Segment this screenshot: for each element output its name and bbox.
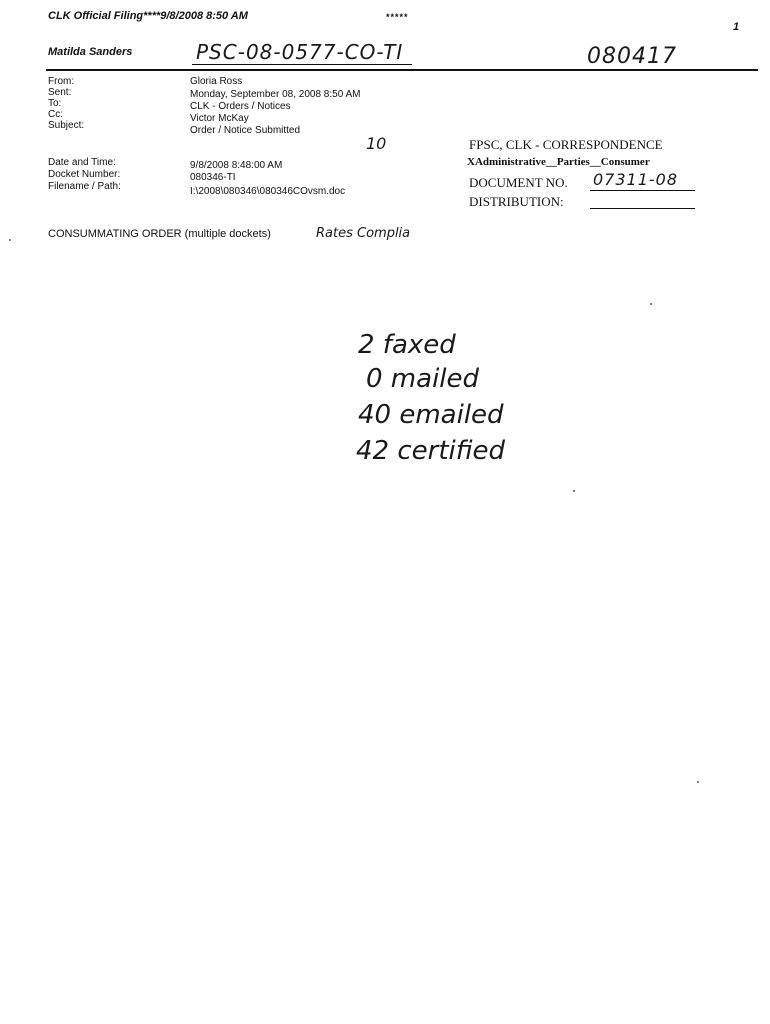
handwritten-docket-number: PSC-08-0577-CO-TI [196,40,404,64]
docket-underline [192,64,412,65]
filename-value: I:\2008\080346\080346COvsm.doc [190,186,346,197]
header-rule [46,69,758,71]
tally-emailed: 40 emailed [358,400,504,430]
tally-mailed: 0 mailed [366,364,480,394]
from-value: Gloria Ross [190,76,243,87]
distribution-underline [590,208,695,209]
scan-speck [650,303,652,305]
subject-value: Order / Notice Submitted [190,125,301,136]
handwritten-ten: 10 [366,134,387,153]
stamp-docno-value: 07311-08 [593,170,679,189]
datetime-label: Date and Time: [48,157,116,168]
sent-value: Monday, September 08, 2008 8:50 AM [190,89,361,100]
cc-label: Cc: [48,109,63,120]
datetime-value: 9/8/2008 8:48:00 AM [190,160,283,171]
filename-label: Filename / Path: [48,181,121,192]
scan-speck [697,781,699,783]
cc-value: Victor McKay [190,113,249,124]
from-label: From: [48,76,75,87]
docket-value: 080346-TI [190,172,236,183]
tally-faxed: 2 faxed [358,330,456,360]
subject-label: Subject: [48,120,85,131]
stamp-docno-label: DOCUMENT NO. [469,175,568,190]
scan-speck [9,239,11,241]
stamp-distribution-label: DISTRIBUTION: [469,194,564,209]
stamp-title: FPSC, CLK - CORRESPONDENCE [469,137,663,152]
handwritten-document-number: 080417 [587,44,677,69]
page-number: 1 [733,21,740,33]
docket-label: Docket Number: [48,169,121,180]
sent-label: Sent: [48,87,72,98]
filing-header: CLK Official Filing****9/8/2008 8:50 AM [48,10,248,22]
tally-certified: 42 certified [356,436,506,466]
to-label: To: [48,98,62,109]
scan-speck [573,490,575,492]
to-value: CLK - Orders / Notices [190,101,291,112]
handwritten-note: Rates Complia [316,226,411,241]
sender-name: Matilda Sanders [48,46,133,58]
docno-underline [590,190,695,191]
body-text: CONSUMMATING ORDER (multiple dockets) [48,228,271,240]
stamp-categories: XAdministrative__Parties__Consumer [467,156,650,168]
header-stars: ***** [386,12,409,22]
